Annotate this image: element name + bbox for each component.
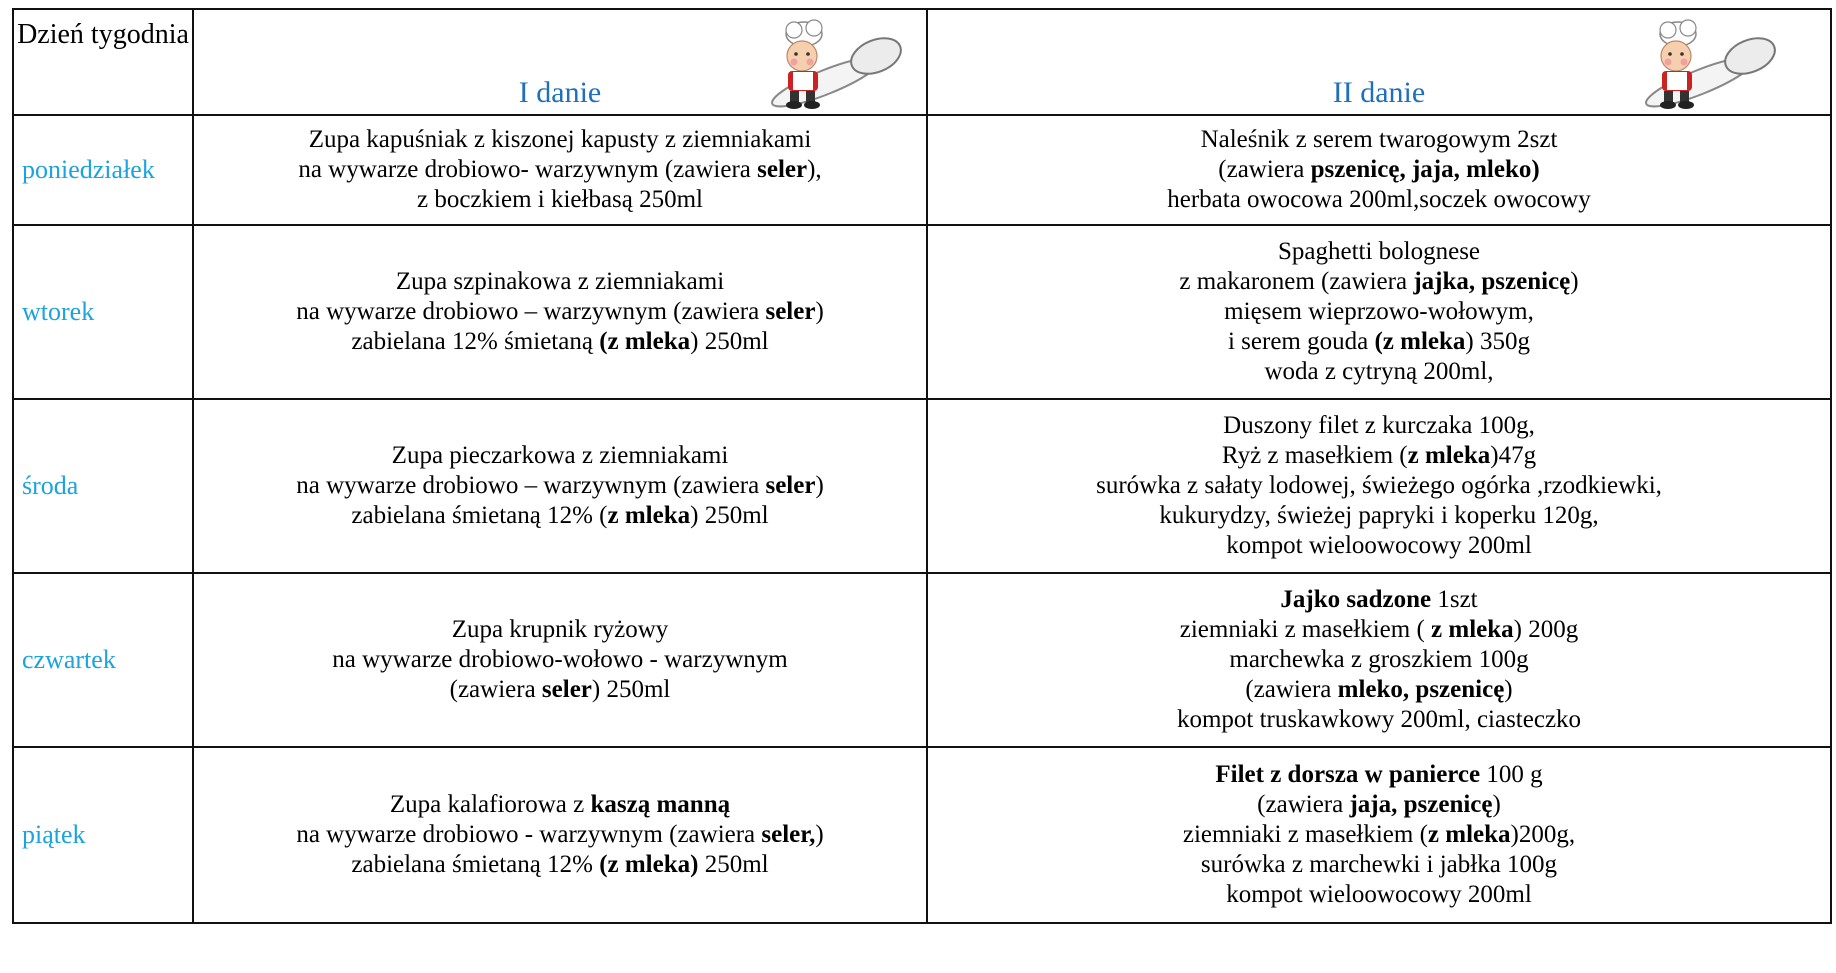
meal-text: Naleśnik z serem twarogowym 2szt xyxy=(1200,126,1558,153)
meal-line xyxy=(928,267,1830,297)
meal-line xyxy=(194,675,926,705)
header-row xyxy=(13,9,1831,115)
menu-row-friday xyxy=(13,747,1831,923)
meal-line xyxy=(194,501,926,531)
chef-with-spoon-icon xyxy=(748,12,908,112)
meal-text: na wywarze drobiowo- warzywnym (zawiera xyxy=(298,156,758,183)
allergen-text: jajka, pszenicę xyxy=(1413,268,1571,295)
meal-line xyxy=(928,585,1830,615)
meal-line xyxy=(194,471,926,501)
meal-text: Spaghetti bolognese xyxy=(1277,238,1481,265)
meal-text: Zupa krupnik ryżowy xyxy=(451,616,669,643)
meal-line xyxy=(194,820,926,850)
meal-line xyxy=(928,125,1830,155)
meal-line xyxy=(928,501,1830,531)
meal-line xyxy=(194,615,926,645)
allergen-text: kaszą manną xyxy=(590,791,731,818)
meal-line xyxy=(194,297,926,327)
meal-text: 250ml xyxy=(698,851,769,878)
meal-text: ) xyxy=(815,821,824,848)
second-course-cell xyxy=(927,747,1831,923)
meal-text: (zawiera xyxy=(1245,676,1338,703)
allergen-text: seler xyxy=(541,676,592,703)
first-course-cell xyxy=(193,225,927,399)
meal-text: na wywarze drobiowo – warzywnym (zawiera xyxy=(296,298,766,325)
day-name: wtorek xyxy=(13,225,193,399)
allergen-text: (z mleka xyxy=(1374,328,1466,355)
meal-text: zabielana 12% śmietaną xyxy=(351,328,600,355)
allergen-text: z mleka xyxy=(1427,821,1511,848)
allergen-text: z mleka xyxy=(1431,616,1514,643)
meal-text: surówka z marchewki i jabłka 100g xyxy=(1200,851,1558,878)
meal-text: 1szt xyxy=(1431,586,1478,613)
second-course-cell xyxy=(927,115,1831,225)
meal-text: kompot truskawkowy 200ml, ciasteczko xyxy=(1176,706,1582,733)
meal-text: ) xyxy=(1504,676,1513,703)
meal-line xyxy=(194,850,926,880)
day-name: czwartek xyxy=(13,573,193,747)
first-course-label: I danie xyxy=(518,76,602,109)
meal-text: Duszony filet z kurczaka 100g, xyxy=(1223,412,1535,439)
allergen-text: pszenicę, jaja, mleko) xyxy=(1310,156,1540,183)
menu-row-wednesday xyxy=(13,399,1831,573)
meal-line xyxy=(928,645,1830,675)
meal-text: 100 g xyxy=(1480,761,1543,788)
meal-line xyxy=(194,790,926,820)
allergen-text: Jajko sadzone xyxy=(1280,586,1432,613)
day-name: piątek xyxy=(13,747,193,923)
meal-text: Ryż z masełkiem ( xyxy=(1221,442,1408,469)
day-column-header xyxy=(13,9,193,115)
allergen-text: z mleka xyxy=(1407,442,1491,469)
meal-text: ) 200g xyxy=(1513,616,1579,643)
meal-line xyxy=(928,675,1830,705)
first-course-cell xyxy=(193,115,927,225)
first-course-cell xyxy=(193,573,927,747)
day-name: środa xyxy=(13,399,193,573)
meal-line xyxy=(194,155,926,185)
meal-text: kukurydzy, świeżej papryki i koperku 120g, xyxy=(1159,502,1599,529)
meal-line xyxy=(928,790,1830,820)
allergen-text: jaja, pszenicę xyxy=(1349,791,1493,818)
menu-row-monday xyxy=(13,115,1831,225)
meal-line xyxy=(928,327,1830,357)
meal-line xyxy=(928,850,1830,880)
meal-text: ), xyxy=(807,156,822,183)
first-course-header xyxy=(193,9,927,115)
meal-text: i serem gouda xyxy=(1227,328,1375,355)
allergen-text: seler, xyxy=(761,821,816,848)
meal-text: (zawiera xyxy=(1257,791,1350,818)
meal-text: na wywarze drobiowo - warzywnym (zawiera xyxy=(296,821,762,848)
meal-line xyxy=(194,327,926,357)
second-course-header xyxy=(927,9,1831,115)
chef-with-spoon-icon xyxy=(1622,12,1782,112)
meal-line xyxy=(928,185,1830,215)
allergen-text: Filet z dorsza w panierce xyxy=(1215,761,1481,788)
meal-line xyxy=(928,615,1830,645)
allergen-text: (z mleka) xyxy=(599,851,699,878)
meal-line xyxy=(194,185,926,215)
meal-line xyxy=(928,441,1830,471)
meal-text: mięsem wieprzowo-wołowym, xyxy=(1224,298,1534,325)
meal-text: ) xyxy=(1570,268,1579,295)
allergen-text: (z mleka xyxy=(599,328,691,355)
meal-text: surówka z sałaty lodowej, świeżego ogórka ,rzodkiewki, xyxy=(1096,472,1662,499)
meal-text: kompot wieloowocowy 200ml xyxy=(1226,532,1532,559)
first-course-cell xyxy=(193,399,927,573)
meal-text: herbata owocowa 200ml,soczek owocowy xyxy=(1167,186,1591,213)
meal-text: )200g, xyxy=(1510,821,1576,848)
allergen-text: seler xyxy=(765,298,816,325)
meal-text: ) xyxy=(815,472,824,499)
day-name: poniedziałek xyxy=(13,115,193,225)
meal-text: ziemniaki z masełkiem ( xyxy=(1182,821,1428,848)
meal-line xyxy=(928,411,1830,441)
meal-text: z makaronem (zawiera xyxy=(1179,268,1414,295)
weekly-menu-table xyxy=(12,8,1832,924)
menu-row-thursday xyxy=(13,573,1831,747)
meal-line xyxy=(928,471,1830,501)
meal-text: woda z cytryną 200ml, xyxy=(1264,358,1494,385)
meal-text: ) 350g xyxy=(1465,328,1530,355)
meal-line xyxy=(928,357,1830,387)
menu-row-tuesday xyxy=(13,225,1831,399)
allergen-text: seler xyxy=(765,472,816,499)
meal-line xyxy=(928,531,1830,561)
meal-text: (zawiera xyxy=(449,676,542,703)
meal-text: )47g xyxy=(1490,442,1537,469)
meal-line xyxy=(928,237,1830,267)
meal-line xyxy=(194,441,926,471)
allergen-text: seler xyxy=(757,156,808,183)
meal-line xyxy=(928,297,1830,327)
second-course-cell xyxy=(927,225,1831,399)
first-course-cell xyxy=(193,747,927,923)
meal-text: (zawiera xyxy=(1218,156,1311,183)
meal-text: na wywarze drobiowo-wołowo - warzywnym xyxy=(332,646,788,673)
meal-text: ) xyxy=(1492,791,1501,818)
meal-text: Zupa kalafiorowa z xyxy=(389,791,591,818)
meal-text: zabielana śmietaną 12% xyxy=(351,851,600,878)
meal-text: na wywarze drobiowo – warzywnym (zawiera xyxy=(296,472,766,499)
meal-text: ) 250ml xyxy=(591,676,671,703)
meal-line xyxy=(928,760,1830,790)
meal-line xyxy=(194,267,926,297)
meal-line xyxy=(928,820,1830,850)
day-label: Dzień tygodnia xyxy=(17,19,189,50)
meal-text: ) 250ml xyxy=(690,502,769,529)
meal-text: Zupa pieczarkowa z ziemniakami xyxy=(391,442,729,469)
allergen-text: mleko, pszenicę xyxy=(1337,676,1505,703)
allergen-text: z mleka xyxy=(607,502,691,529)
meal-text: kompot wieloowocowy 200ml xyxy=(1226,881,1532,908)
meal-line xyxy=(928,705,1830,735)
second-course-cell xyxy=(927,399,1831,573)
meal-text: Zupa szpinakowa z ziemniakami xyxy=(395,268,725,295)
meal-line xyxy=(928,880,1830,910)
meal-text: z boczkiem i kiełbasą 250ml xyxy=(416,186,704,213)
second-course-cell xyxy=(927,573,1831,747)
second-course-label: II danie xyxy=(1332,76,1426,109)
meal-line xyxy=(194,125,926,155)
meal-text: zabielana śmietaną 12% ( xyxy=(351,502,608,529)
meal-line xyxy=(194,645,926,675)
meal-text: ) xyxy=(815,298,824,325)
meal-text: marchewka z groszkiem 100g xyxy=(1229,646,1529,673)
meal-line xyxy=(928,155,1830,185)
meal-text: Zupa kapuśniak z kiszonej kapusty z ziemniakami xyxy=(308,126,812,153)
meal-text: ziemniaki z masełkiem ( xyxy=(1179,616,1432,643)
meal-text: ) 250ml xyxy=(690,328,769,355)
